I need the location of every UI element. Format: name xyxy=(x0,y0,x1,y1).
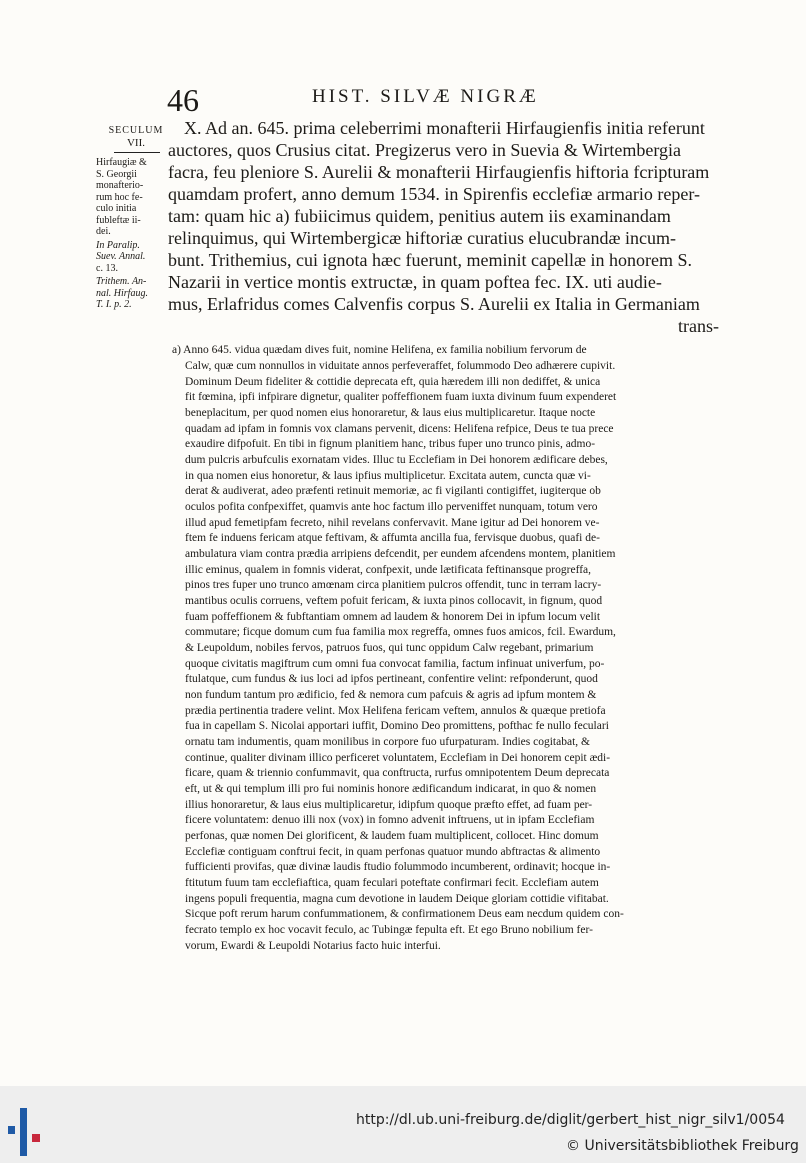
main-text-line: facra, feu pleniore S. Aurelii & monafterii Hirfaugienfis hiftoria fcripturam xyxy=(168,162,710,182)
main-text-line: mus, Erlafridus comes Calvenfis corpus S. Aurelii ex Italia in Germaniam xyxy=(168,294,700,314)
logo-bar-left xyxy=(8,1126,15,1134)
running-title: HIST. SILVÆ NIGRÆ xyxy=(312,86,539,107)
footnote-line: continue, qualiter divinam illico perficeret voluntatem, Ecclefiam in Dei honorem cepit ædi- xyxy=(185,752,611,764)
footnote-line: illic eminus, qualem in fomnis viderat, confpexit, unde lætificata feftinansque progreffa, xyxy=(185,564,591,576)
seculum-label: SECULUM xyxy=(108,125,164,136)
footnote-line: Dominum Deum fideliter & cottidie deprecata eft, quia hæredem illi non dediffet, & unica xyxy=(185,376,601,388)
footnote-line: commutare; ficque domum cum fua familia mox regreffa, omnes fuos amicos, fcil. Ewardum, xyxy=(185,626,616,638)
main-text-line: quamdam profert, anno demum 1534. in Spirenfis ecclefiæ armario reper- xyxy=(168,184,700,204)
footnote-line: ftitutum fuum tam ecclefiaftica, quam feculari poteftate confirmari fecit. Ecclefiam autem xyxy=(185,877,599,889)
margin-note: culo initia xyxy=(96,203,137,214)
footer-url-link[interactable]: http://dl.ub.uni-freiburg.de/diglit/gerbert_hist_nigr_silv1/0054 xyxy=(356,1112,785,1128)
footnote-line: non fundum tantum pro ædificio, fed & nemora cum pafcuis & agris ad ipfum montem & xyxy=(185,689,597,701)
footnote-line: perfonas, quæ nomen Dei glorificent, & laudem fuam multiplicent, collocet. Hinc domum xyxy=(185,830,599,842)
footnote-line: a) Anno 645. vidua quædam dives fuit, nomine Helifena, ex familia nobilium fervorum de xyxy=(172,344,587,356)
footnote-line: ftulatque, cum fundus & ius loci ad ipfos pertineant, confentire velint: refponderunt, quod xyxy=(185,673,598,685)
footnote-line: fufficienti provifas, quæ divinæ laudis ftudio folummodo incumberent, ordinavit; hocque in- xyxy=(185,861,611,873)
footer-copyright: © Universitätsbibliothek Freiburg xyxy=(566,1138,799,1154)
footnote-line: mantibus oculis corruens, veftem pofuit fericam, & iuxta pinos collocavit, in fignum, quod xyxy=(185,595,603,607)
footnote-line: derat & audiverat, adeo præfenti retinuit memoriæ, ac fi vigilanti contigiffet, iugiterque ob xyxy=(185,485,601,497)
main-text-line: auctores, quos Crusius citat. Pregizerus vero in Suevia & Wirtembergia xyxy=(168,140,681,160)
margin-note: monafterio- xyxy=(96,180,144,191)
footnote-line: ficere voluntatem: denuo illi nox (vox) in fomno advenit inftruens, ut in ipfam Ecclefiam xyxy=(185,814,595,826)
margin-note: T. I. p. 2. xyxy=(96,299,132,310)
footnote-line: fit fœmina, ipfi infpirare dignetur, qualiter poffeffionem fuam iuxta divinum fuum expenderet xyxy=(185,391,617,403)
footnote-line: quoque civitatis magiftrum cum omni fua convocat familia, factum infinuat univerfum, po- xyxy=(185,658,605,670)
footnote-line: beneplacitum, per quod nomen eius honoraretur, & laus eius multiplicaretur. Itaque nocte xyxy=(185,407,596,419)
footnote-line: vorum, Ewardi & Leupoldi Notarius facto huic interfui. xyxy=(185,940,441,952)
footnote-line: illius honoraretur, & laus eius multiplicaretur, idipfum quoque præfto effet, ad fuam per- xyxy=(185,799,593,811)
margin-note: fubleftæ ii- xyxy=(96,214,141,226)
margin-note: Trithem. An- xyxy=(96,276,147,287)
footnote-line: eft, ut & qui templum illi pro fui nominis honore ædificandum indicarat, in quo & nomen xyxy=(185,783,597,795)
footnote-line: fecrato templo ex hoc vocavit feculo, ac Tubingæ fepulta eft. Et ego Bruno nobilium fer- xyxy=(185,924,593,936)
footnote-line: ingens populi frequentia, magna cum devotione in laudem Deique gloriam cottidie vifitabat. xyxy=(185,893,609,905)
margin-note: Suev. Annal. xyxy=(96,251,146,262)
margin-note: c. 13. xyxy=(96,262,118,274)
margin-note: dei. xyxy=(96,226,111,237)
footnote-line: illud apud femetipfam fecreto, nihil revelans confervavit. Mane igitur ad Dei honorem ve- xyxy=(185,517,600,529)
logo-bar-center xyxy=(20,1108,27,1156)
footnote-line: Ecclefiæ contiguam conftrui fecit, in quam perfonas quatuor mundo abftractas & alimento xyxy=(185,846,601,858)
footnote-line: fuam poffeffionem & fubftantiam omnem ad laudem & honorem Dei in ipfum locum velit xyxy=(185,611,601,623)
footnote-line: Calw, quæ cum nonnullos in viduitate annos perfeveraffet, folummodo Deo adhærere cupivit. xyxy=(185,360,616,372)
footnote-line: ftem fe induens fericam atque feftivam, & affumta ancilla fua, fervisque duobus, quafi de- xyxy=(185,532,600,544)
footnote-line: exaudire difpofuit. En tibi in fignum planitiem hanc, tribus fuper uno trunco pinis, admo- xyxy=(185,438,596,450)
main-text-line: Nazarii in vertice montis extructæ, in quam poftea fec. IX. uti audie- xyxy=(168,272,662,292)
footnote-line: ambulatura viam contra prædia arripiens defcendit, per eundem afcendens montem, planitiem xyxy=(185,548,616,560)
footnote-line: & Leupoldum, nobiles fervos, patruos fuos, qui tunc oppidum Calw regebant, primarium xyxy=(185,642,594,654)
catchword: trans- xyxy=(678,316,719,336)
footnote-line: dum pulcris arbufculis exornatam vides. Illuc tu Ecclefiam in Dei honorem ædificare debes, xyxy=(185,454,608,466)
margin-note: S. Georgii xyxy=(96,168,137,180)
seculum-rule xyxy=(114,152,160,153)
margin-note: rum hoc fe- xyxy=(96,191,143,203)
main-text-line: X. Ad an. 645. prima celeberrimi monafterii Hirfaugienfis initia referunt xyxy=(184,118,705,138)
margin-note: Hirfaugiæ & xyxy=(96,157,147,168)
margin-note: nal. Hirfaug. xyxy=(96,287,148,299)
seculum-number: VII. xyxy=(126,137,146,149)
footnote-line: ornatu tam indumentis, quam monilibus in corpore fuo ufurpaturam. Indies cogitabat, & xyxy=(185,736,590,748)
footnote-line: Sicque poft rerum harum confummationem, & confirmationem Deus eam necdum quidem con- xyxy=(185,908,624,920)
library-logo-icon xyxy=(8,1108,40,1156)
footnote-line: fua in capellam S. Nicolai apportari iuffit, Domino Deo promittens, pofthac fe nullo feculari xyxy=(185,720,609,732)
main-text-line: tam: quam hic a) fubiicimus quidem, penitius autem iis examinandam xyxy=(168,206,671,226)
margin-note: In Paralip. xyxy=(96,239,140,251)
page-number: 46 xyxy=(167,82,199,118)
footnote-line: in qua nomen eius honoretur, & laus ipfius multiplicetur. Excitata autem, cuncta quæ vi- xyxy=(185,470,591,482)
main-text-line: bunt. Trithemius, cui ignota hæc fuerunt, meminit capellæ in honorem S. xyxy=(168,250,692,270)
main-text-line: relinquimus, qui Wirtembergicæ hiftoriæ curatius elucubrandæ incum- xyxy=(168,228,677,248)
footnote-line: quadam ad ipfam in fomnis vox clamans pervenit, dicens: Helifena refpice, Deus te tua prece xyxy=(185,423,614,435)
footnote-line: oculos pofita confpexiffet, quamvis ante hoc factum illo perveniffet nunquam, totum vero xyxy=(185,501,598,513)
footnote-line: prædia pertinentia tradere velint. Mox Helifena fericam veftem, annulos & quæque pretiofa xyxy=(185,705,606,717)
footnote-line: pinos tres fuper uno trunco amœnam circa planitiem pulcros offendit, tunc in terram lacry- xyxy=(185,579,602,591)
marginal-column xyxy=(96,124,176,311)
footnote-line: ficare, quam & triennio confummavit, qua conftructa, rurfus omnipotentem Deum deprecata xyxy=(185,767,610,779)
logo-bar-right xyxy=(32,1134,40,1142)
